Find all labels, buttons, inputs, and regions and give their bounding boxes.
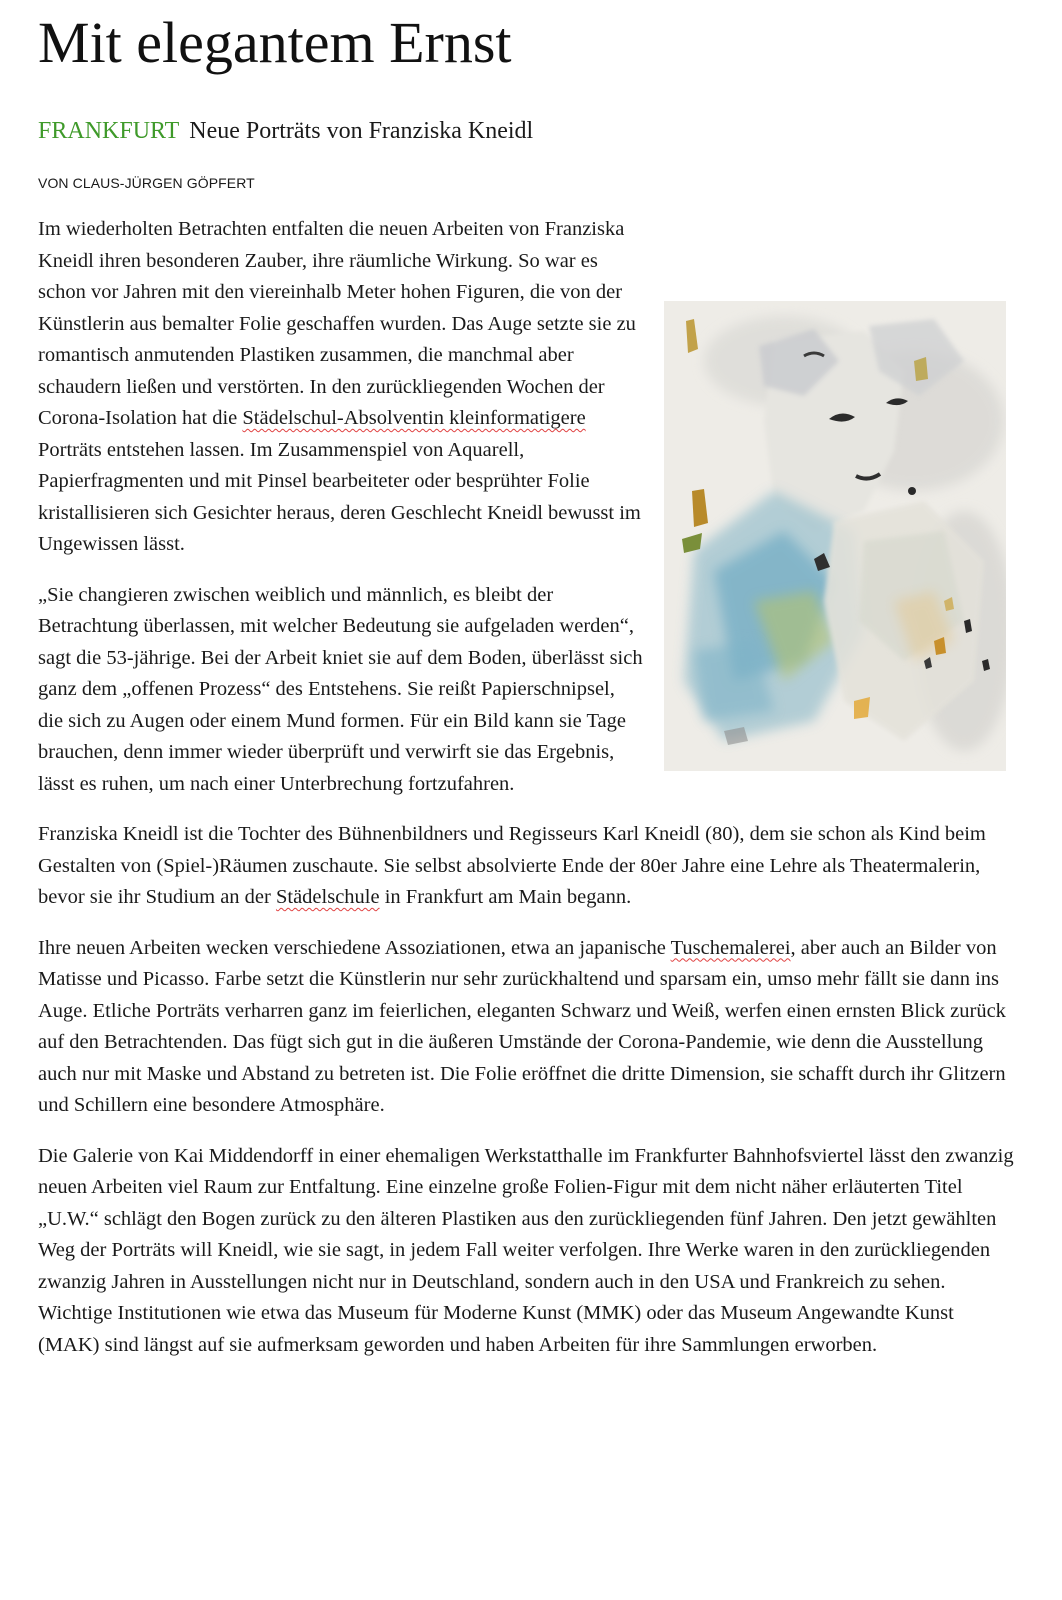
paragraph-2-text: „Sie changieren zwischen weiblich und männlich, es bleibt der Betrachtung überlassen, mit welcher Bedeutung sie aufgeladen werden“, sagt die 53-jährige. Bei der Arbeit kniet sie auf dem Boden, überlässt sich ganz dem „offenen Prozess“ des Entstehens. Sie reißt Papierschnipsel, die sich zu Augen oder einem Mund formen. Für ein Bild kann sie Tage brauchen, denn immer wieder überprüft und verwirft sie das Ergebnis, lässt es ruhen, um nach einer Unterbrechung fortzufahren. — [38, 583, 643, 795]
paragraph-5[interactable] — [38, 1141, 1018, 1362]
headline: Mit elegantem Ernst — [38, 10, 512, 75]
misspelled-word[interactable]: Städelschule — [275, 886, 380, 908]
paragraph-5-text: Die Galerie von Kai Middendorff in einer ehemaligen Werkstatthalle im Frankfurter Bahnhofsviertel lässt den zwanzig neuen Arbeiten viel Raum zur Entfaltung. Eine einzelne große Folien-Figur mit dem nicht näher erläuterten Titel „U.W.“ schlägt den Bogen zurück zu den älteren Plastiken aus den zurückliegenden fünf Jahren. Den jetzt gewählten Weg der Porträts will Kneidl, wie sie sagt, in jedem Fall weiter verfolgen. Ihre Werke waren in den zurückliegenden zwanzig Jahren in Ausstellungen nicht nur in Deutschland, sondern auch in den USA und Frankreich zu sehen. Wichtige Institutionen wie etwa das Museum für Moderne Kunst (MMK) oder das Museum Angewandte Kunst (MAK) sind längst auf sie aufmerksam geworden und haben Arbeiten für ihre Sammlungen erworben. — [38, 1144, 1014, 1356]
paragraph-3-text-a: Franziska Kneidl ist die Tochter des Bühnenbildners und Regisseurs Karl Kneidl (80), dem sie schon als Kind beim Gestalten von (Spiel-)Räumen zuschaute. Sie selbst absolvierte Ende der 80er Jahre eine Lehre als Theatermalerin, bevor sie ihr Studium an der — [38, 823, 986, 908]
paragraph-1-text-a: Im wiederholten Betrachten entfalten die neuen Arbeiten von Franziska Kneidl ihren besonderen Zauber, ihre räumliche Wirkung. So war es schon vor Jahren mit den viereinhalb Meter hohen Figuren, die von der Künstlerin aus bemalter Folie geschaffen wurden. Das Auge setzte sie zu romantisch anmutenden Plastiken zusammen, die manchmal aber schaudern ließen und verstörten. In den zurückliegenden Wochen der Corona-Isolation hat die — [38, 218, 636, 429]
misspelled-word[interactable]: Tuschemalerei — [670, 936, 791, 959]
paragraph-4[interactable] — [38, 933, 1018, 1122]
paragraph-3-text-b: in Frankfurt am Main begann. — [379, 886, 632, 908]
paragraph-1-text-b: Porträts entstehen lassen. Im Zusammenspiel von Aquarell, Papierfragmenten und mit Pinsel bearbeiteter oder besprühter Folie kristallisieren sich Gesichter heraus, deren Geschlecht Kneidl bewusst im Ungewissen lässt. — [38, 438, 641, 555]
dateline: FRANKFURT — [38, 118, 180, 144]
article-body[interactable] — [38, 214, 1018, 1380]
portrait-artwork-image — [664, 301, 1006, 771]
paragraph-3[interactable] — [38, 819, 1018, 914]
misspelled-word[interactable]: Städelschul-Absolventin kleinformatigere — [242, 407, 586, 429]
subheadline: Neue Porträts von Franziska Kneidl — [189, 118, 534, 144]
paragraph-1[interactable] — [38, 214, 1018, 561]
paragraph-4-text-a: Ihre neuen Arbeiten wecken verschiedene Assoziationen, etwa an japanische — [38, 936, 671, 959]
byline: VON CLAUS-JÜRGEN GÖPFERT — [38, 175, 255, 191]
paragraph-4-text-b: , aber auch an Bilder von Matisse und Picasso. Farbe setzt die Künstlerin nur sehr zurückhaltend und sparsam ein, umso mehr fällt sie dann ins Auge. Etliche Porträts verharren ganz im feierlichen, eleganten Schwarz und Weiß, werfen einen ernsten Blick zurück auf den Betrachtenden. Das fügt sich gut in die äußeren Umstände der Corona-Pandemie, wie denn die Ausstellung auch nur mit Maske und Abstand zu betreten ist. Die Folie eröffnet die dritte Dimension, sie schafft durch ihr Glitzern und Schillern eine besondere Atmosphäre. — [38, 936, 1006, 1116]
portrait-artwork-graphic — [664, 301, 1006, 771]
subheadline-row — [38, 115, 533, 147]
